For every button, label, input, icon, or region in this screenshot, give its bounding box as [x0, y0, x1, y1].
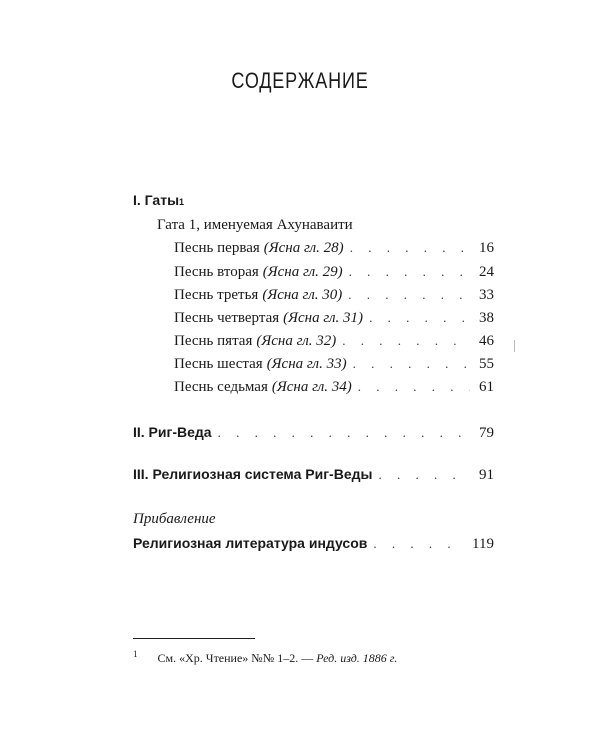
entry-ref: (Ясна гл. 29)	[262, 264, 343, 280]
toc-entry-appendix[interactable]	[133, 535, 494, 553]
toc-subheading-gata-1	[157, 217, 353, 234]
toc-section-1-heading[interactable]	[133, 192, 184, 208]
footnote	[133, 651, 397, 666]
entry-label: III. Религиозная система Риг-Веды	[133, 466, 373, 482]
toc-entry-song-1[interactable]	[174, 240, 494, 257]
toc-entry-song-6[interactable]	[174, 356, 494, 373]
page-title: СОДЕРЖАНИЕ	[231, 68, 369, 93]
footnote-italic: Ред. изд. 1886 г.	[316, 651, 398, 665]
scan-mark	[514, 340, 515, 352]
entry-ref: (Ясна гл. 32)	[256, 333, 337, 349]
leader-dots	[349, 264, 470, 280]
entry-label: Песнь седьмая	[174, 379, 268, 395]
appendix-caption-text: Прибавление	[133, 511, 216, 527]
entry-page: 61	[479, 379, 494, 395]
entry-page: 91	[479, 467, 494, 483]
entry-label: Песнь вторая	[174, 264, 259, 280]
section-1-label: I. Гаты	[133, 192, 180, 208]
toc-entry-section-3[interactable]	[133, 466, 494, 484]
entry-label: Песнь первая	[174, 240, 260, 256]
entry-label: Религиозная литература индусов	[133, 535, 368, 551]
entry-page: 33	[479, 287, 494, 303]
entry-page: 46	[479, 333, 494, 349]
footnote-ref[interactable]: 1	[179, 197, 185, 207]
entry-ref: (Ясна гл. 34)	[271, 379, 352, 395]
toc-entry-song-5[interactable]	[174, 333, 494, 350]
toc-entry-song-2[interactable]	[174, 264, 494, 281]
leader-dots	[369, 310, 470, 326]
entry-label: II. Риг-Веда	[133, 424, 212, 440]
toc-entry-section-2[interactable]	[133, 424, 494, 442]
entry-ref: (Ясна гл. 31)	[283, 310, 364, 326]
footnote-divider	[133, 638, 255, 639]
leader-dots	[342, 333, 470, 349]
leader-dots	[373, 536, 466, 552]
subheading-label: Гата 1, именуемая Ахунаваити	[157, 217, 353, 233]
entry-page: 119	[472, 536, 494, 552]
leader-dots	[218, 425, 470, 441]
toc-entry-song-7[interactable]	[174, 379, 494, 396]
leader-dots	[358, 379, 470, 395]
leader-dots	[353, 356, 470, 372]
entry-label: Песнь шестая	[174, 356, 263, 372]
entry-label: Песнь третья	[174, 287, 259, 303]
entry-page: 38	[479, 310, 494, 326]
entry-page: 79	[479, 425, 494, 441]
entry-page: 24	[479, 264, 494, 280]
appendix-caption	[133, 511, 216, 528]
entry-ref: (Ясна гл. 33)	[266, 356, 347, 372]
entry-page: 55	[479, 356, 494, 372]
entry-ref: (Ясна гл. 30)	[262, 287, 343, 303]
entry-label: Песнь пятая	[174, 333, 253, 349]
toc-entry-song-4[interactable]	[174, 310, 494, 327]
entry-ref: (Ясна гл. 28)	[263, 240, 344, 256]
toc-entry-song-3[interactable]	[174, 287, 494, 304]
leader-dots	[348, 287, 470, 303]
leader-dots	[350, 240, 470, 256]
footnote-text: См. «Хр. Чтение» №№ 1–2. —	[157, 651, 317, 665]
entry-page: 16	[479, 240, 494, 256]
footnote-mark: 1	[133, 649, 138, 659]
leader-dots	[378, 467, 470, 483]
entry-label: Песнь четвертая	[174, 310, 280, 326]
